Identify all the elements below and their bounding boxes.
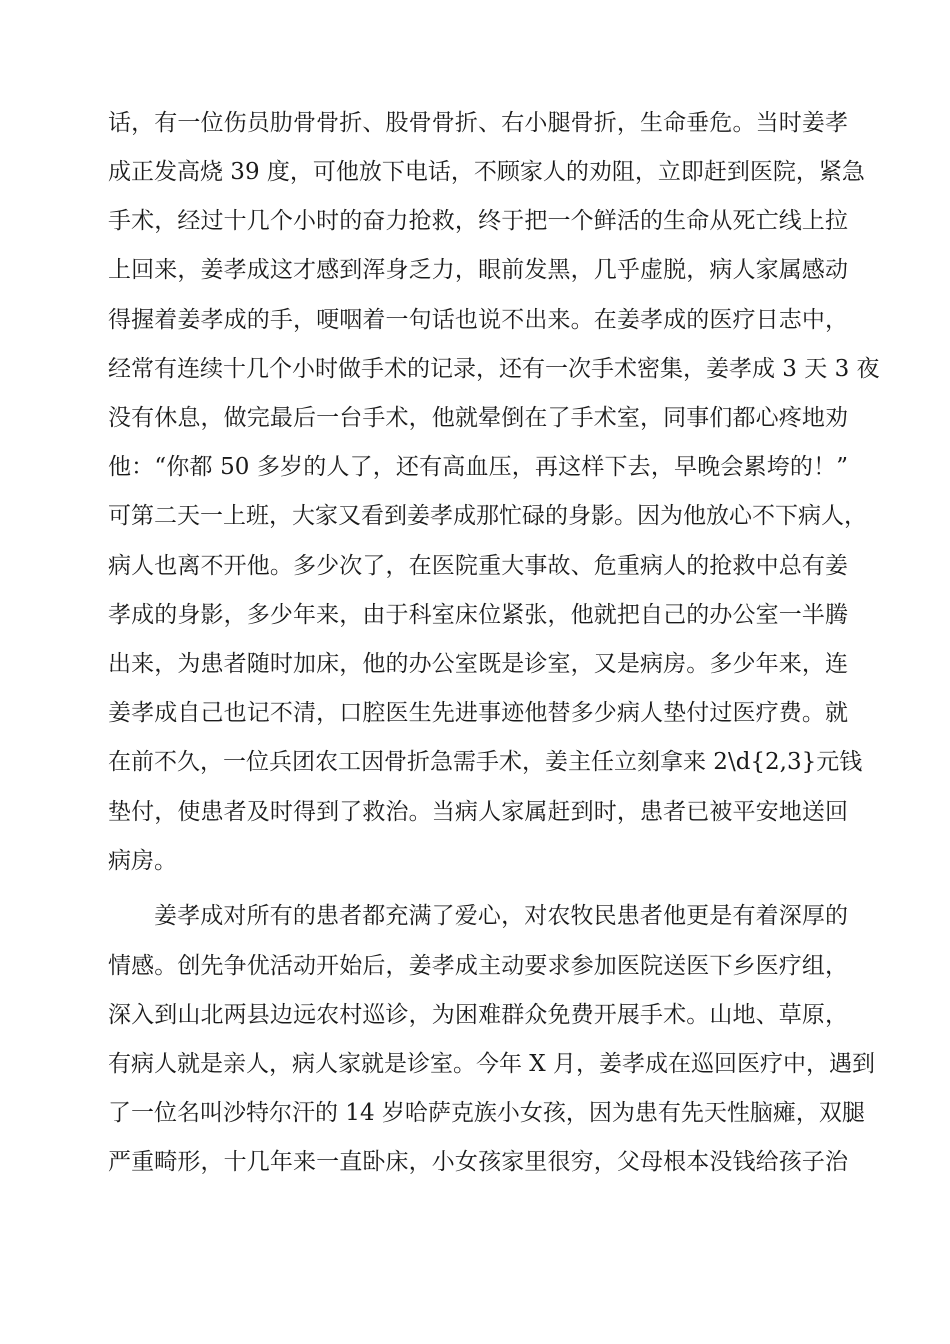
text-line: 病房。 [108,848,177,874]
text-line: 他：“你都 50 多岁的人了，还有高血压，再这样下去，早晚会累垮的！” [108,454,848,480]
text-line: 话，有一位伤员肋骨骨折、股骨骨折、右小腿骨折，生命垂危。当时姜孝 [108,110,848,136]
text-line: 了一位名叫沙特尔汗的 14 岁哈萨克族小女孩，因为患有先天性脑瘫，双腿 [108,1100,865,1126]
text-line: 出来，为患者随时加床，他的办公室既是诊室，又是病房。多少年来，连 [108,651,848,677]
text-line: 孝成的身影，多少年来，由于科室床位紧张，他就把自己的办公室一半腾 [108,602,848,628]
text-line: 姜孝成对所有的患者都充满了爱心，对农牧民患者他更是有着深厚的 [154,903,848,929]
text-line: 垫付，使患者及时得到了救治。当病人家属赶到时，患者已被平安地送回 [108,799,848,825]
text-line: 成正发高烧 39 度，可他放下电话，不顾家人的劝阻，立即赶到医院，紧急 [108,159,865,185]
text-line: 可第二天一上班，大家又看到姜孝成那忙碌的身影。因为他放心不下病人， [108,503,867,529]
text-line: 上回来，姜孝成这才感到浑身乏力，眼前发黑，几乎虚脱，病人家属感动 [108,257,848,283]
text-line: 情感。创先争优活动开始后，姜孝成主动要求参加医院送医下乡医疗组， [108,953,848,979]
text-line: 病人也离不开他。多少次了，在医院重大事故、危重病人的抢救中总有姜 [108,553,848,579]
text-line: 没有休息，做完最后一台手术，他就晕倒在了手术室，同事们都心疼地劝 [108,405,848,431]
text-line: 深入到山北两县边远农村巡诊，为困难群众免费开展手术。山地、草原， [108,1002,848,1028]
text-line: 在前不久，一位兵团农工因骨折急需手术，姜主任立刻拿来 2\d{2,3}元钱 [108,749,863,775]
text-line: 严重畸形，十几年来一直卧床，小女孩家里很穷，父母根本没钱给孩子治 [108,1149,848,1175]
text-line: 手术，经过十几个小时的奋力抢救，终于把一个鲜活的生命从死亡线上拉 [108,208,848,234]
text-line: 经常有连续十几个小时做手术的记录，还有一次手术密集，姜孝成 3 天 3 夜 [108,356,880,382]
text-line: 姜孝成自己也记不清，口腔医生先进事迹他替多少病人垫付过医疗费。就 [108,700,848,726]
text-line: 有病人就是亲人，病人家就是诊室。今年 X 月，姜孝成在巡回医疗中，遇到 [108,1051,875,1077]
text-line: 得握着姜孝成的手，哽咽着一句话也说不出来。在姜孝成的医疗日志中， [108,307,848,333]
